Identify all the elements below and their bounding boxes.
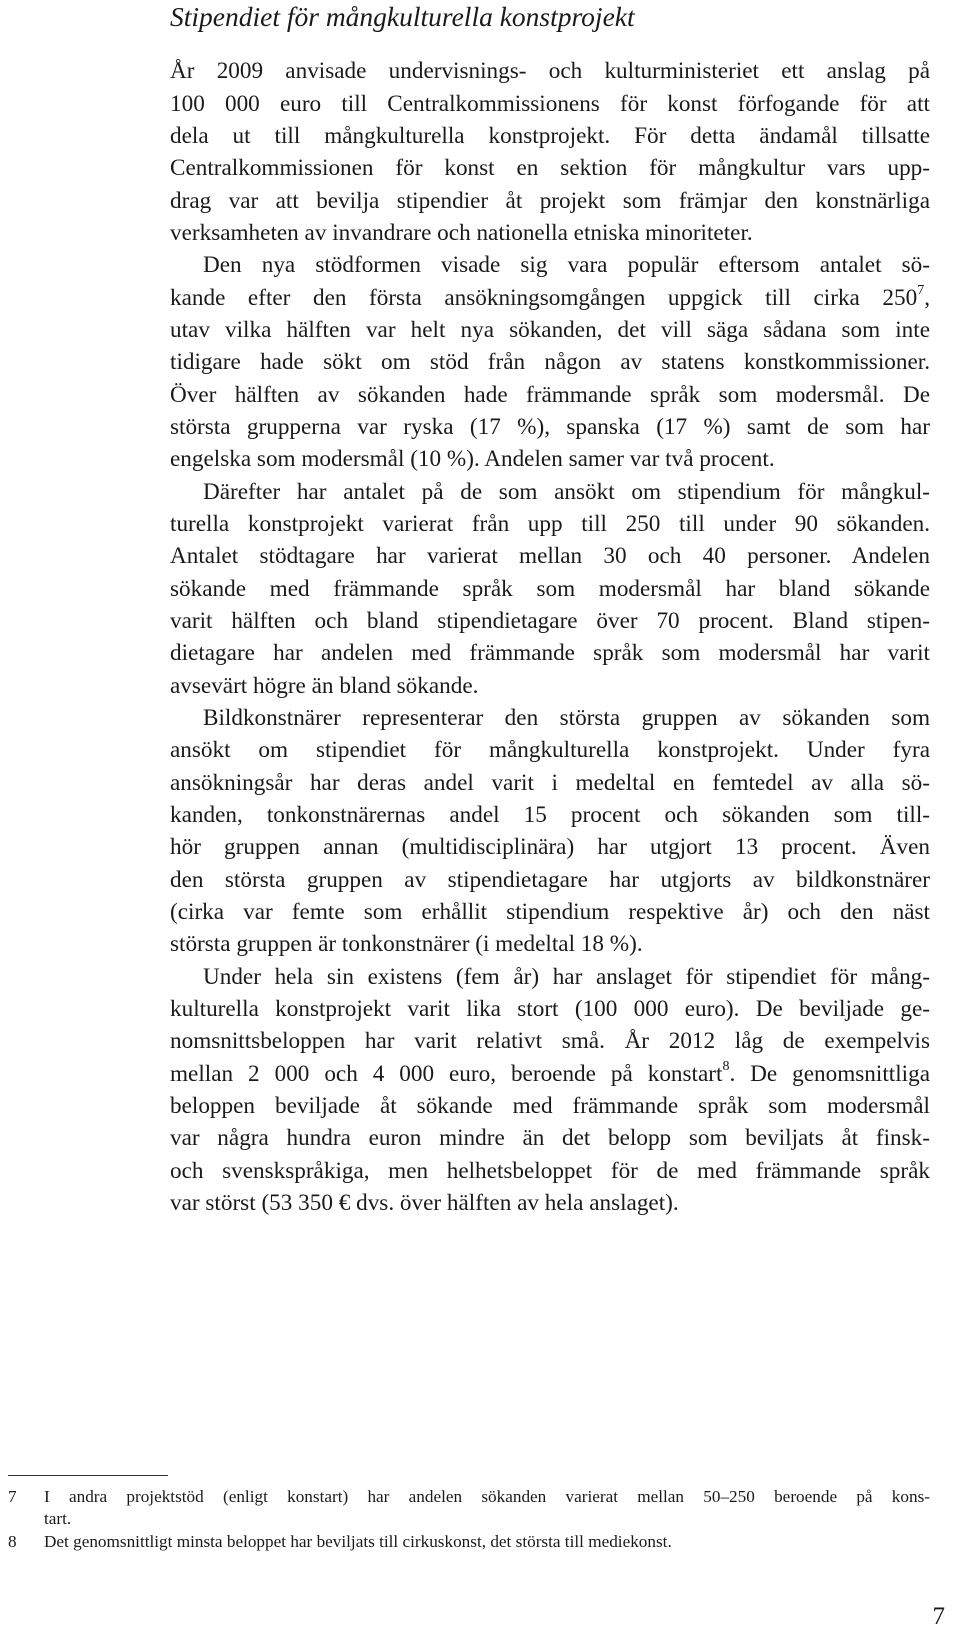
text-line: dietagare har andelen med främmande språk som modersmål har varit <box>170 640 930 666</box>
text-line: drag var att bevilja stipendier åt projekt som främjar den konstnärliga <box>170 188 930 214</box>
footnote-text: tart. <box>44 1509 72 1528</box>
text-line: engelska som modersmål (10 %). Andelen samer var två procent. <box>170 446 775 472</box>
footnote-ref-7[interactable]: 7 <box>917 283 925 299</box>
text-line: Därefter har antalet på de som ansökt om stipendium för mångkul- <box>203 479 930 505</box>
text-line: tidigare hade sökt om stöd från någon av statens konstkommissioner. <box>170 349 930 375</box>
text-line: största gruppen är tonkonstnärer (i medeltal 18 %). <box>170 931 643 957</box>
text-line: 100 000 euro till Centralkommissionens för konst förfogande för att <box>170 91 930 117</box>
text-line: nomsnittsbeloppen har varit relativt små. År 2012 låg de exempelvis <box>170 1028 930 1054</box>
footnote-text: Det genomsnittligt minsta beloppet har beviljats till cirkuskonst, det största till mediekonst. <box>44 1532 672 1551</box>
text-line: Bildkonstnärer representerar den största gruppen av sökanden som <box>203 705 930 731</box>
footnote-divider <box>8 1475 168 1476</box>
text-line: ansökt om stipendiet för mångkulturella konstprojekt. Under fyra <box>170 737 930 763</box>
text-line: kulturella konstprojekt varit lika stort (100 000 euro). De beviljade ge- <box>170 996 930 1022</box>
text-line <box>170 1059 930 1089</box>
text-line: Antalet stödtagare har varierat mellan 30 och 40 personer. Andelen <box>170 543 930 569</box>
text-line: var några hundra euron mindre än det belopp som beviljats åt finsk- <box>170 1125 930 1151</box>
footnote-number: 7 <box>8 1487 17 1506</box>
text-span: , <box>924 285 930 311</box>
footnote-text: I andra projektstöd (enligt konstart) har andelen sökanden varierat mellan 50–250 beroende på kons- <box>44 1487 930 1506</box>
text-line: (cirka var femte som erhållit stipendium respektive år) och den näst <box>170 899 930 925</box>
text-line <box>170 283 930 313</box>
section-heading: Stipendiet för mångkulturella konstprojekt <box>170 1 635 32</box>
text-line: största grupperna var ryska (17 %), spanska (17 %) samt de som har <box>170 414 930 440</box>
text-line: ansökningsår har deras andel varit i medeltal en femtedel av alla sö- <box>170 770 930 796</box>
text-line: varit hälften och bland stipendietagare över 70 procent. Bland stipen- <box>170 608 930 634</box>
text-span: kande efter den första ansökningsomgången uppgick till cirka 250 <box>170 285 918 311</box>
text-line: Den nya stödformen visade sig vara populär eftersom antalet sö- <box>203 252 930 278</box>
text-line: den största gruppen av stipendietagare har utgjorts av bildkonstnärer <box>170 867 930 893</box>
text-line: turella konstprojekt varierat från upp till 250 till under 90 sökanden. <box>170 511 930 537</box>
text-line: År 2009 anvisade undervisnings- och kulturministeriet ett anslag på <box>170 58 930 84</box>
text-line: dela ut till mångkulturella konstprojekt. För detta ändamål tillsatte <box>170 123 930 149</box>
text-line: var störst (53 350 € dvs. över hälften av hela anslaget). <box>170 1190 679 1216</box>
text-line: verksamheten av invandrare och nationella etniska minoriteter. <box>170 220 753 246</box>
text-line: avsevärt högre än bland sökande. <box>170 673 479 699</box>
text-span: . De genomsnittliga <box>729 1061 930 1087</box>
text-line: hör gruppen annan (multidisciplinära) har utgjort 13 procent. Även <box>170 834 930 860</box>
text-span: mellan 2 000 och 4 000 euro, beroende på konstart <box>170 1061 723 1087</box>
footnote-ref-8[interactable]: 8 <box>722 1059 730 1075</box>
text-line: beloppen beviljade åt sökande med främmande språk som modersmål <box>170 1093 930 1119</box>
text-line: kanden, tonkonstnärernas andel 15 procent och sökanden som till- <box>170 802 930 828</box>
text-line: utav vilka hälften var helt nya sökanden, det vill säga sådana som inte <box>170 317 930 343</box>
text-line: sökande med främmande språk som modersmål har bland sökande <box>170 576 930 602</box>
footnote-number: 8 <box>8 1532 17 1551</box>
text-line: Centralkommissionen för konst en sektion för mångkultur vars upp- <box>170 155 930 181</box>
text-line: och svenskspråkiga, men helhetsbeloppet för de med främmande språk <box>170 1158 930 1184</box>
text-line: Över hälften av sökanden hade främmande språk som modersmål. De <box>170 382 930 408</box>
text-line: Under hela sin existens (fem år) har anslaget för stipendiet för mång- <box>203 964 930 990</box>
page-number: 7 <box>932 1603 945 1630</box>
